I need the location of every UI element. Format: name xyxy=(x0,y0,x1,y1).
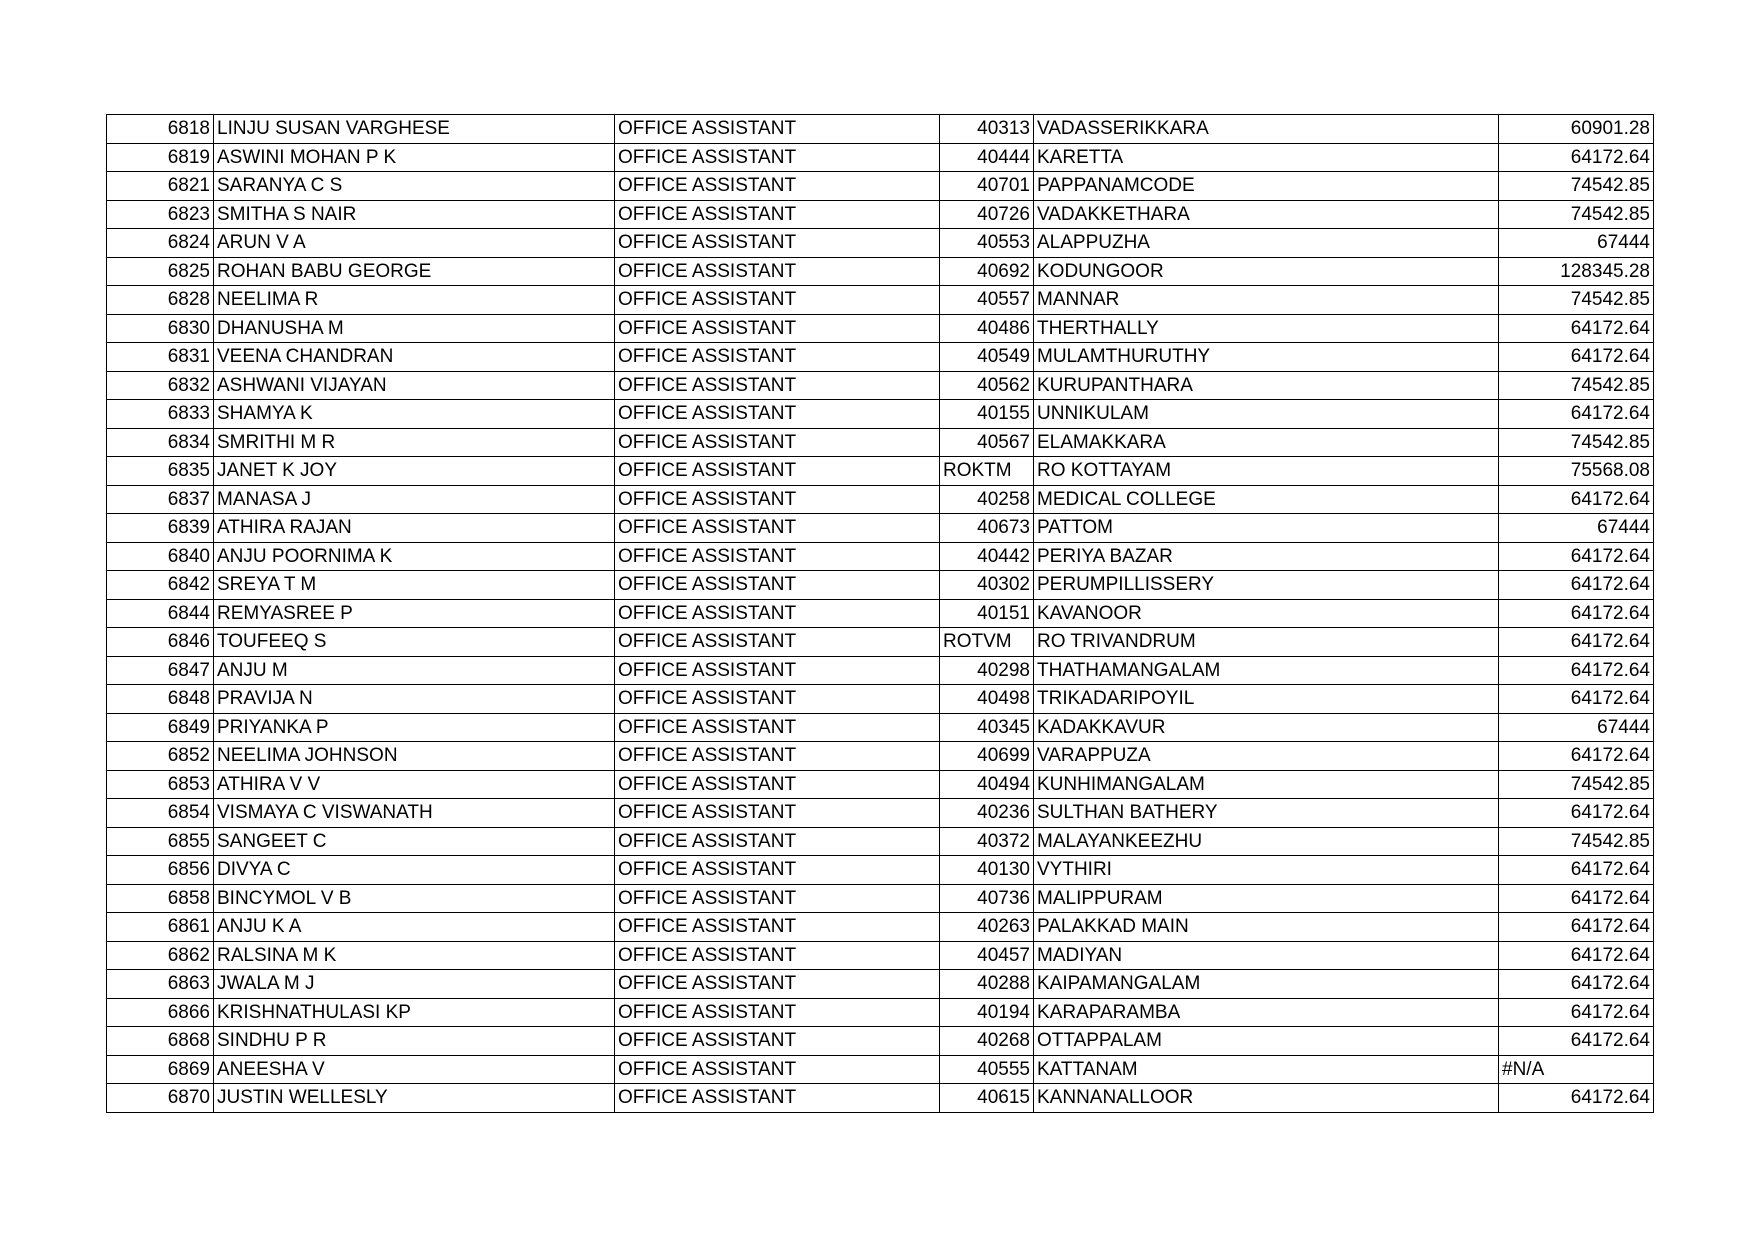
table-row xyxy=(107,799,1654,828)
designation-cell: OFFICE ASSISTANT xyxy=(615,941,940,970)
office-code-cell: 40457 xyxy=(940,941,1034,970)
office-code-cell: 40692 xyxy=(940,257,1034,286)
office-name-cell: PAPPANAMCODE xyxy=(1034,172,1499,201)
office-name-cell: VADASSERIKKARA xyxy=(1034,115,1499,144)
name-cell: PRIYANKA P xyxy=(214,713,615,742)
office-name-cell: RO KOTTAYAM xyxy=(1034,457,1499,486)
amount-cell: 67444 xyxy=(1499,713,1654,742)
table-row xyxy=(107,542,1654,571)
amount-cell: 74542.85 xyxy=(1499,428,1654,457)
table-row xyxy=(107,457,1654,486)
name-cell: SHAMYA K xyxy=(214,400,615,429)
name-cell: NEELIMA JOHNSON xyxy=(214,742,615,771)
office-code-cell: 40494 xyxy=(940,770,1034,799)
id-cell: 6823 xyxy=(107,200,214,229)
office-name-cell: KUNHIMANGALAM xyxy=(1034,770,1499,799)
table-row xyxy=(107,742,1654,771)
name-cell: ATHIRA V V xyxy=(214,770,615,799)
office-name-cell: KODUNGOOR xyxy=(1034,257,1499,286)
office-code-cell: 40313 xyxy=(940,115,1034,144)
table-row xyxy=(107,343,1654,372)
office-name-cell: VYTHIRI xyxy=(1034,856,1499,885)
name-cell: VEENA CHANDRAN xyxy=(214,343,615,372)
office-name-cell: KAVANOOR xyxy=(1034,599,1499,628)
office-code-cell: 40194 xyxy=(940,998,1034,1027)
amount-cell: 64172.64 xyxy=(1499,571,1654,600)
table-row xyxy=(107,485,1654,514)
office-code-cell: 40151 xyxy=(940,599,1034,628)
amount-cell: 64172.64 xyxy=(1499,998,1654,1027)
table-row xyxy=(107,286,1654,315)
id-cell: 6855 xyxy=(107,827,214,856)
office-code-cell: 40263 xyxy=(940,913,1034,942)
name-cell: JWALA M J xyxy=(214,970,615,999)
id-cell: 6866 xyxy=(107,998,214,1027)
office-code-cell: 40553 xyxy=(940,229,1034,258)
office-name-cell: PERIYA BAZAR xyxy=(1034,542,1499,571)
designation-cell: OFFICE ASSISTANT xyxy=(615,713,940,742)
name-cell: DHANUSHA M xyxy=(214,314,615,343)
id-cell: 6832 xyxy=(107,371,214,400)
amount-cell: 75568.08 xyxy=(1499,457,1654,486)
amount-cell: 74542.85 xyxy=(1499,371,1654,400)
id-cell: 6854 xyxy=(107,799,214,828)
designation-cell: OFFICE ASSISTANT xyxy=(615,856,940,885)
office-code-cell: 40298 xyxy=(940,656,1034,685)
office-code-cell: ROKTM xyxy=(940,457,1034,486)
id-cell: 6853 xyxy=(107,770,214,799)
office-code-cell: 40372 xyxy=(940,827,1034,856)
id-cell: 6833 xyxy=(107,400,214,429)
designation-cell: OFFICE ASSISTANT xyxy=(615,1055,940,1084)
name-cell: NEELIMA R xyxy=(214,286,615,315)
name-cell: ASWINI MOHAN P K xyxy=(214,143,615,172)
office-name-cell: UNNIKULAM xyxy=(1034,400,1499,429)
office-name-cell: THATHAMANGALAM xyxy=(1034,656,1499,685)
name-cell: ANJU POORNIMA K xyxy=(214,542,615,571)
designation-cell: OFFICE ASSISTANT xyxy=(615,685,940,714)
name-cell: SMITHA S NAIR xyxy=(214,200,615,229)
designation-cell: OFFICE ASSISTANT xyxy=(615,371,940,400)
table-row xyxy=(107,856,1654,885)
id-cell: 6848 xyxy=(107,685,214,714)
name-cell: TOUFEEQ S xyxy=(214,628,615,657)
id-cell: 6849 xyxy=(107,713,214,742)
table-row xyxy=(107,428,1654,457)
amount-cell: 64172.64 xyxy=(1499,970,1654,999)
id-cell: 6821 xyxy=(107,172,214,201)
table-row xyxy=(107,713,1654,742)
office-code-cell: 40302 xyxy=(940,571,1034,600)
office-code-cell: 40673 xyxy=(940,514,1034,543)
office-name-cell: SULTHAN BATHERY xyxy=(1034,799,1499,828)
amount-cell: 64172.64 xyxy=(1499,1027,1654,1056)
office-name-cell: MANNAR xyxy=(1034,286,1499,315)
amount-cell: 64172.64 xyxy=(1499,343,1654,372)
office-code-cell: 40562 xyxy=(940,371,1034,400)
designation-cell: OFFICE ASSISTANT xyxy=(615,827,940,856)
amount-cell: 74542.85 xyxy=(1499,770,1654,799)
name-cell: ARUN V A xyxy=(214,229,615,258)
designation-cell: OFFICE ASSISTANT xyxy=(615,485,940,514)
name-cell: REMYASREE P xyxy=(214,599,615,628)
office-code-cell: 40557 xyxy=(940,286,1034,315)
table-row xyxy=(107,257,1654,286)
name-cell: ATHIRA RAJAN xyxy=(214,514,615,543)
employee-table xyxy=(106,114,1654,1113)
name-cell: KRISHNATHULASI KP xyxy=(214,998,615,1027)
amount-cell: 64172.64 xyxy=(1499,400,1654,429)
office-name-cell: KURUPANTHARA xyxy=(1034,371,1499,400)
id-cell: 6856 xyxy=(107,856,214,885)
designation-cell: OFFICE ASSISTANT xyxy=(615,599,940,628)
office-code-cell: 40567 xyxy=(940,428,1034,457)
office-name-cell: RO TRIVANDRUM xyxy=(1034,628,1499,657)
designation-cell: OFFICE ASSISTANT xyxy=(615,656,940,685)
designation-cell: OFFICE ASSISTANT xyxy=(615,571,940,600)
designation-cell: OFFICE ASSISTANT xyxy=(615,884,940,913)
amount-cell: 64172.64 xyxy=(1499,656,1654,685)
office-name-cell: THERTHALLY xyxy=(1034,314,1499,343)
table-row xyxy=(107,314,1654,343)
id-cell: 6831 xyxy=(107,343,214,372)
table-row xyxy=(107,827,1654,856)
office-name-cell: MULAMTHURUTHY xyxy=(1034,343,1499,372)
office-code-cell: 40258 xyxy=(940,485,1034,514)
amount-cell: 74542.85 xyxy=(1499,200,1654,229)
office-code-cell: 40555 xyxy=(940,1055,1034,1084)
amount-cell: 64172.64 xyxy=(1499,685,1654,714)
office-code-cell: 40345 xyxy=(940,713,1034,742)
office-code-cell: 40549 xyxy=(940,343,1034,372)
table-row xyxy=(107,656,1654,685)
designation-cell: OFFICE ASSISTANT xyxy=(615,998,940,1027)
name-cell: JUSTIN WELLESLY xyxy=(214,1084,615,1113)
table-row xyxy=(107,685,1654,714)
amount-cell: 64172.64 xyxy=(1499,628,1654,657)
office-name-cell: MADIYAN xyxy=(1034,941,1499,970)
office-code-cell: 40726 xyxy=(940,200,1034,229)
amount-cell: 67444 xyxy=(1499,229,1654,258)
amount-cell: 74542.85 xyxy=(1499,286,1654,315)
office-code-cell: 40736 xyxy=(940,884,1034,913)
office-name-cell: MEDICAL COLLEGE xyxy=(1034,485,1499,514)
table-row xyxy=(107,599,1654,628)
table-row xyxy=(107,143,1654,172)
table-row xyxy=(107,400,1654,429)
table-row xyxy=(107,998,1654,1027)
name-cell: ASHWANI VIJAYAN xyxy=(214,371,615,400)
name-cell: DIVYA C xyxy=(214,856,615,885)
office-name-cell: PERUMPILLISSERY xyxy=(1034,571,1499,600)
designation-cell: OFFICE ASSISTANT xyxy=(615,628,940,657)
table-row xyxy=(107,884,1654,913)
designation-cell: OFFICE ASSISTANT xyxy=(615,970,940,999)
name-cell: MANASA J xyxy=(214,485,615,514)
designation-cell: OFFICE ASSISTANT xyxy=(615,457,940,486)
amount-cell: 64172.64 xyxy=(1499,913,1654,942)
amount-cell: 64172.64 xyxy=(1499,314,1654,343)
name-cell: SMRITHI M R xyxy=(214,428,615,457)
table-row xyxy=(107,1055,1654,1084)
office-name-cell: VADAKKETHARA xyxy=(1034,200,1499,229)
id-cell: 6819 xyxy=(107,143,214,172)
amount-cell: 74542.85 xyxy=(1499,827,1654,856)
office-name-cell: MALIPPURAM xyxy=(1034,884,1499,913)
designation-cell: OFFICE ASSISTANT xyxy=(615,799,940,828)
table-row xyxy=(107,913,1654,942)
id-cell: 6846 xyxy=(107,628,214,657)
designation-cell: OFFICE ASSISTANT xyxy=(615,542,940,571)
office-code-cell: 40701 xyxy=(940,172,1034,201)
amount-cell: 64172.64 xyxy=(1499,1084,1654,1113)
name-cell: ANEESHA V xyxy=(214,1055,615,1084)
designation-cell: OFFICE ASSISTANT xyxy=(615,229,940,258)
office-name-cell: KATTANAM xyxy=(1034,1055,1499,1084)
amount-cell: 128345.28 xyxy=(1499,257,1654,286)
name-cell: ANJU M xyxy=(214,656,615,685)
office-name-cell: OTTAPPALAM xyxy=(1034,1027,1499,1056)
designation-cell: OFFICE ASSISTANT xyxy=(615,200,940,229)
id-cell: 6818 xyxy=(107,115,214,144)
amount-cell: 64172.64 xyxy=(1499,485,1654,514)
table-row xyxy=(107,1027,1654,1056)
id-cell: 6839 xyxy=(107,514,214,543)
designation-cell: OFFICE ASSISTANT xyxy=(615,1084,940,1113)
name-cell: SINDHU P R xyxy=(214,1027,615,1056)
id-cell: 6840 xyxy=(107,542,214,571)
id-cell: 6835 xyxy=(107,457,214,486)
id-cell: 6825 xyxy=(107,257,214,286)
designation-cell: OFFICE ASSISTANT xyxy=(615,172,940,201)
amount-cell: #N/A xyxy=(1499,1055,1654,1084)
table-body xyxy=(107,115,1654,1113)
office-name-cell: KARAPARAMBA xyxy=(1034,998,1499,1027)
id-cell: 6861 xyxy=(107,913,214,942)
id-cell: 6847 xyxy=(107,656,214,685)
id-cell: 6842 xyxy=(107,571,214,600)
office-code-cell: 40155 xyxy=(940,400,1034,429)
designation-cell: OFFICE ASSISTANT xyxy=(615,742,940,771)
id-cell: 6824 xyxy=(107,229,214,258)
office-code-cell: 40486 xyxy=(940,314,1034,343)
office-name-cell: KAIPAMANGALAM xyxy=(1034,970,1499,999)
id-cell: 6862 xyxy=(107,941,214,970)
office-name-cell: TRIKADARIPOYIL xyxy=(1034,685,1499,714)
name-cell: ROHAN BABU GEORGE xyxy=(214,257,615,286)
name-cell: PRAVIJA N xyxy=(214,685,615,714)
office-code-cell: 40615 xyxy=(940,1084,1034,1113)
office-name-cell: ALAPPUZHA xyxy=(1034,229,1499,258)
id-cell: 6868 xyxy=(107,1027,214,1056)
amount-cell: 64172.64 xyxy=(1499,884,1654,913)
office-name-cell: PALAKKAD MAIN xyxy=(1034,913,1499,942)
name-cell: VISMAYA C VISWANATH xyxy=(214,799,615,828)
office-code-cell: 40288 xyxy=(940,970,1034,999)
office-code-cell: 40236 xyxy=(940,799,1034,828)
office-name-cell: MALAYANKEEZHU xyxy=(1034,827,1499,856)
office-name-cell: VARAPPUZA xyxy=(1034,742,1499,771)
table-row xyxy=(107,115,1654,144)
designation-cell: OFFICE ASSISTANT xyxy=(615,400,940,429)
name-cell: JANET K JOY xyxy=(214,457,615,486)
name-cell: SANGEET C xyxy=(214,827,615,856)
name-cell: RALSINA M K xyxy=(214,941,615,970)
table-row xyxy=(107,371,1654,400)
id-cell: 6870 xyxy=(107,1084,214,1113)
table-row xyxy=(107,970,1654,999)
designation-cell: OFFICE ASSISTANT xyxy=(615,343,940,372)
designation-cell: OFFICE ASSISTANT xyxy=(615,428,940,457)
id-cell: 6828 xyxy=(107,286,214,315)
office-name-cell: KANNANALLOOR xyxy=(1034,1084,1499,1113)
id-cell: 6837 xyxy=(107,485,214,514)
amount-cell: 60901.28 xyxy=(1499,115,1654,144)
amount-cell: 74542.85 xyxy=(1499,172,1654,201)
designation-cell: OFFICE ASSISTANT xyxy=(615,143,940,172)
table-row xyxy=(107,514,1654,543)
office-name-cell: KADAKKAVUR xyxy=(1034,713,1499,742)
id-cell: 6844 xyxy=(107,599,214,628)
table-row xyxy=(107,941,1654,970)
name-cell: BINCYMOL V B xyxy=(214,884,615,913)
id-cell: 6863 xyxy=(107,970,214,999)
office-code-cell: 40130 xyxy=(940,856,1034,885)
office-name-cell: ELAMAKKARA xyxy=(1034,428,1499,457)
amount-cell: 67444 xyxy=(1499,514,1654,543)
table-row xyxy=(107,229,1654,258)
designation-cell: OFFICE ASSISTANT xyxy=(615,770,940,799)
amount-cell: 64172.64 xyxy=(1499,856,1654,885)
designation-cell: OFFICE ASSISTANT xyxy=(615,257,940,286)
table-row xyxy=(107,200,1654,229)
name-cell: SREYA T M xyxy=(214,571,615,600)
amount-cell: 64172.64 xyxy=(1499,742,1654,771)
amount-cell: 64172.64 xyxy=(1499,799,1654,828)
office-code-cell: 40498 xyxy=(940,685,1034,714)
id-cell: 6852 xyxy=(107,742,214,771)
name-cell: SARANYA C S xyxy=(214,172,615,201)
table-row xyxy=(107,770,1654,799)
table-row xyxy=(107,1084,1654,1113)
office-name-cell: KARETTA xyxy=(1034,143,1499,172)
id-cell: 6834 xyxy=(107,428,214,457)
id-cell: 6869 xyxy=(107,1055,214,1084)
designation-cell: OFFICE ASSISTANT xyxy=(615,514,940,543)
designation-cell: OFFICE ASSISTANT xyxy=(615,1027,940,1056)
id-cell: 6858 xyxy=(107,884,214,913)
office-code-cell: ROTVM xyxy=(940,628,1034,657)
name-cell: LINJU SUSAN VARGHESE xyxy=(214,115,615,144)
office-code-cell: 40699 xyxy=(940,742,1034,771)
designation-cell: OFFICE ASSISTANT xyxy=(615,314,940,343)
amount-cell: 64172.64 xyxy=(1499,599,1654,628)
table-row xyxy=(107,172,1654,201)
name-cell: ANJU K A xyxy=(214,913,615,942)
id-cell: 6830 xyxy=(107,314,214,343)
office-code-cell: 40444 xyxy=(940,143,1034,172)
table-row xyxy=(107,628,1654,657)
designation-cell: OFFICE ASSISTANT xyxy=(615,286,940,315)
office-name-cell: PATTOM xyxy=(1034,514,1499,543)
amount-cell: 64172.64 xyxy=(1499,542,1654,571)
table-row xyxy=(107,571,1654,600)
designation-cell: OFFICE ASSISTANT xyxy=(615,115,940,144)
amount-cell: 64172.64 xyxy=(1499,143,1654,172)
office-code-cell: 40268 xyxy=(940,1027,1034,1056)
designation-cell: OFFICE ASSISTANT xyxy=(615,913,940,942)
amount-cell: 64172.64 xyxy=(1499,941,1654,970)
office-code-cell: 40442 xyxy=(940,542,1034,571)
